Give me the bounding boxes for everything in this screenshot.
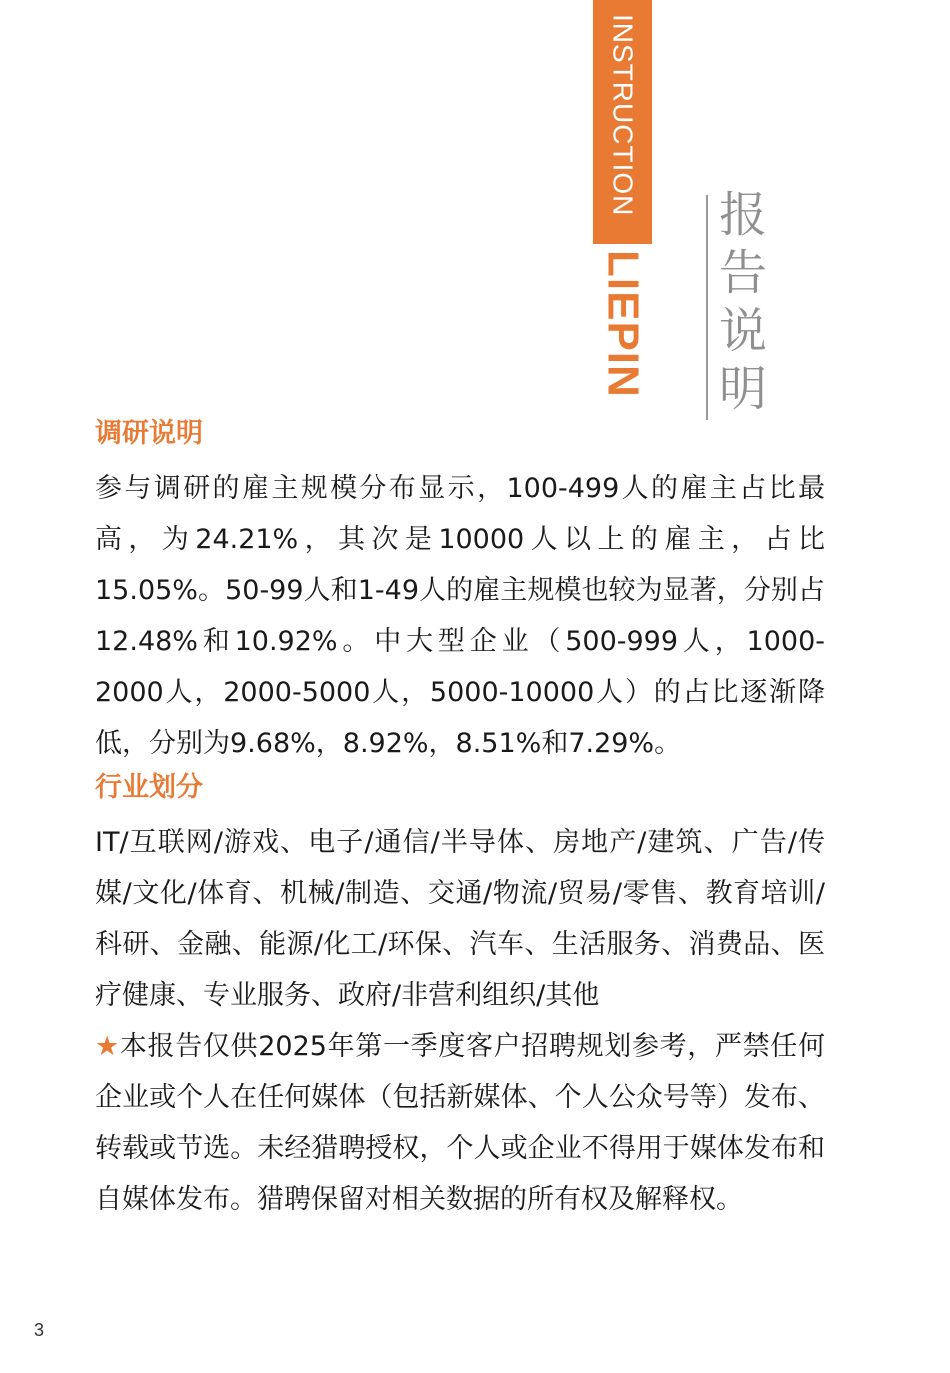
industry-body: IT/互联网/游戏、电子/通信/半导体、房地产/建筑、广告/传媒/文化/体育、机械/制造、交通/物流/贸易/零售、教育培训/科研、金融、能源/化工/环保、汽车、生活服务、消费品、医疗健康、专业服务、政府/非营利组织/其他 [95, 827, 825, 1011]
title-char-4: 明 [718, 361, 767, 417]
survey-heading: 调研说明 [95, 418, 203, 449]
notice-paragraph [95, 1021, 825, 1225]
instruction-label: INSTRUCTION [607, 14, 639, 217]
title-char-3: 说 [718, 303, 767, 359]
title-char-2: 告 [718, 245, 767, 301]
vertical-divider [706, 195, 708, 420]
title-char-1: 报 [718, 187, 767, 243]
main-content [95, 415, 825, 1225]
notice-body: 本报告仅供2025年第一季度客户招聘规划参考，严禁任何企业或个人在任何媒体（包括新媒体、个人公众号等）发布、转载或节选。未经猎聘授权，个人或企业不得用于媒体发布和自媒体发布。猎聘保留对相关数据的所有权及解释权。 [95, 1031, 825, 1215]
page-number: 3 [34, 1320, 45, 1340]
brand-label: LIEPIN [598, 250, 648, 398]
report-title [715, 186, 771, 418]
survey-body: 参与调研的雇主规模分布显示，100-499人的雇主占比最高，为24.21%，其次是10000人以上的雇主，占比15.05%。50-99人和1-49人的雇主规模也较为显著，分别占12.48%和10.92%。中大型企业（500-999人，1000-2000人，2000-5000人，5000-10000人）的占比逐渐降低，分别为9.68%，8.92%，8.51%和7.29%。 [95, 473, 825, 759]
star-icon: ★ [95, 1031, 120, 1062]
industry-heading: 行业划分 [95, 772, 203, 803]
